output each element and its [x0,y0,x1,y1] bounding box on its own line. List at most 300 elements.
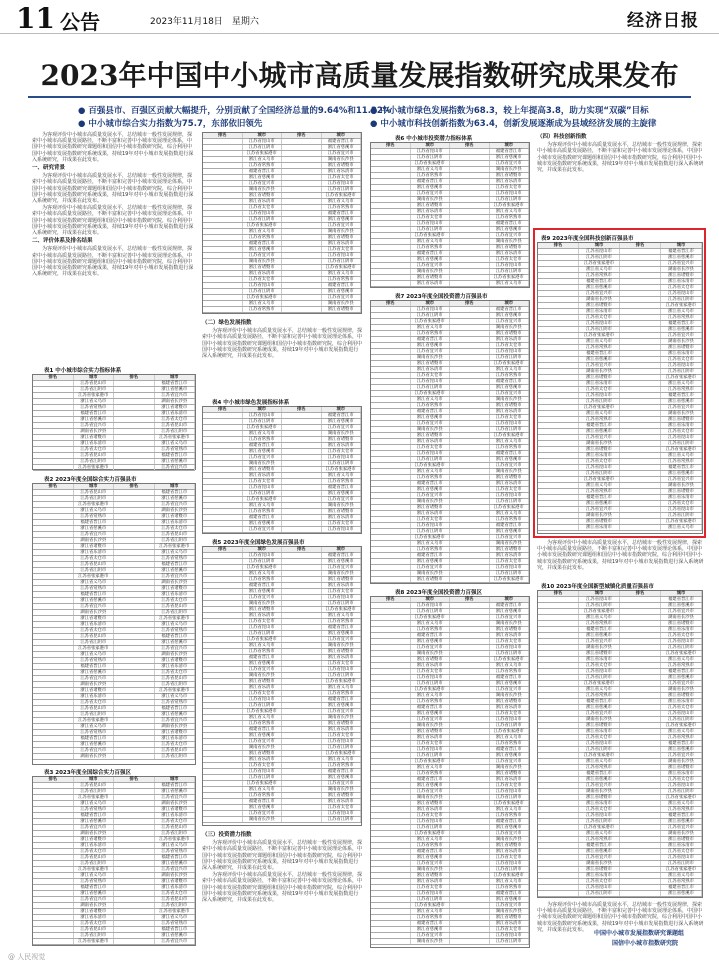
table-row: 浙江省慈溪市 江苏省太仓市 [33,670,195,676]
table-row: 江苏省太仓市 江苏省常熟市 [33,849,195,855]
table-row: 浙江省义乌市 湖南省长沙县 [538,411,702,417]
table-header-row: 排名 城市 排名 城市 [538,591,702,597]
table-row: 浙江省乐清市 浙江省义乌市 [538,381,702,387]
table-row: 江苏省太仓市 江苏省常熟市 [538,735,702,741]
table-row: 江苏省江阴市 浙江省慈溪市 [33,496,195,502]
table-row: 江苏省张家港市 江苏省宜兴市 [538,405,702,411]
table-row: 福建省晋江市 浙江省乐清市 [203,727,361,733]
table-row: 浙江省义乌市 湖南省长沙县 [33,580,195,586]
table-row: 浙江省乐清市 浙江省义乌市 [33,915,195,921]
table-row: 浙江省诸暨市 江苏省张家港市 [371,505,529,511]
table-row: 江苏省江阴市 浙江省慈溪市 [203,289,361,295]
table-row: 浙江省义乌市 湖南省长沙县 [203,229,361,235]
table-row: 浙江省慈溪市 江苏省太仓市 [371,711,529,717]
table-row: 江苏省张家港市 江苏省宜兴市 [538,753,702,759]
table-row: 江苏省太仓市 江苏省常熟市 [33,447,195,453]
table-row: 浙江省乐清市 浙江省义乌市 [538,525,702,531]
table-row: 福建省晋江市 浙江省乐清市 [33,592,195,598]
table-row: 江苏省江阴市 浙江省慈溪市 [538,891,702,897]
table-row: 江苏省常熟市 浙江省诸暨市 [371,771,529,777]
table-row: 江苏省江阴市 浙江省慈溪市 [371,825,529,831]
table-row: 江苏省昆山市 福建省晋江市 [203,625,361,631]
table-row: 江苏省昆山市 福建省晋江市 [33,562,195,568]
table-row: 浙江省乐清市 浙江省义乌市 [203,757,361,763]
table-row: 江苏省常熟市 浙江省诸暨市 [203,235,361,241]
page-headline: 2023年中国中小城市高质量发展指数研究成果发布 [40,59,679,92]
table-row: 福建省晋江市 浙江省乐清市 [203,241,361,247]
table-row: 福建省晋江市 浙江省乐清市 [538,627,702,633]
table-header-row: 排名 城市 排名 城市 [203,407,361,413]
table-row: 江苏省昆山市 福建省晋江市 [203,283,361,289]
table-row: 江苏省张家港市 江苏省宜兴市 [538,609,702,615]
table-row: 湖南省长沙县 江苏省江阴市 [33,903,195,909]
table-row: 江苏省常熟市 浙江省诸暨市 [538,837,702,843]
table-row: 江苏省昆山市 福建省晋江市 [33,783,195,789]
table-row: 浙江省义乌市 湖南省长沙县 [538,759,702,765]
table-row: 江苏省太仓市 江苏省常熟市 [33,628,195,634]
table-row: 江苏省常熟市 浙江省诸暨市 [203,649,361,655]
table-row: 江苏省江阴市 浙江省慈溪市 [538,399,702,405]
table-row: 江苏省太仓市 江苏省常熟市 [33,921,195,927]
table-row: 浙江省慈溪市 江苏省太仓市 [371,257,529,263]
table-row: 浙江省乐清市 浙江省义乌市 [371,281,529,287]
table-row: 江苏省张家港市 江苏省宜兴市 [538,681,702,687]
table-row: 湖南省长沙县 江苏省江阴市 [371,197,529,203]
table-row: 江苏省太仓市 江苏省常熟市 [33,700,195,706]
table-row: 江苏省江阴市 浙江省慈溪市 [371,227,529,233]
table-row: 浙江省义乌市 湖南省长沙县 [203,715,361,721]
table-row: 湖南省长沙县 江苏省江阴市 [538,789,702,795]
table-row: 湖南省长沙县 江苏省江阴市 [371,571,529,577]
table-row: 江苏省江阴市 浙江省慈溪市 [371,897,529,903]
summary-bullet: ● 中小城市综合实力指数为75.7，东部依旧领先 [78,117,262,129]
table-row: 浙江省乐清市 浙江省义乌市 [203,199,361,205]
table-row: 浙江省义乌市 湖南省长沙县 [203,301,361,307]
table-row: 福建省晋江市 浙江省乐清市 [371,179,529,185]
table-row: 江苏省昆山市 福建省晋江市 [538,597,702,603]
table-row: 江苏省江阴市 浙江省慈溪市 [33,387,195,393]
table-row: 江苏省宜兴市 江苏省昆山市 [371,933,529,939]
table-row: 江苏省昆山市 福建省晋江市 [33,634,195,640]
table-row: 浙江省乐清市 浙江省义乌市 [371,439,529,445]
table-row: 浙江省义乌市 湖南省长沙县 [203,157,361,163]
table-row: 江苏省太仓市 江苏省常熟市 [538,459,702,465]
table-row: 湖南省长沙县 江苏省江阴市 [538,645,702,651]
table-row: 浙江省乐清市 浙江省义乌市 [33,441,195,447]
table-row: 湖南省长沙县 江苏省江阴市 [538,369,702,375]
table-row: 浙江省慈溪市 江苏省太仓市 [538,849,702,855]
table-row: 湖南省长沙县 江苏省江阴市 [538,861,702,867]
article-body-col4: （四）科技创新指数 为客观评价中小城市高质量发展水平，总结城市一般性发展规律，探索中小城市高质量发展路径，不断丰富和完善中小城市发展理论体系，中国中小城市发展指数研究课题组和国信中小城市指数研究院，综合利用中国中小城市发展指数研究系统成果，持续19年对中小城市发展指数进行深入系统研究，并成果在此发布。 [537,134,704,174]
table-row: 江苏省宜兴市 江苏省昆山市 [203,739,361,745]
table-row: 浙江省诸暨市 江苏省张家港市 [33,435,195,441]
table-row: 浙江省诸暨市 江苏省张家港市 [33,688,195,694]
highlight-frame [533,228,706,538]
table-row: 湖南省长沙县 江苏省江阴市 [203,817,361,823]
table-row: 湖南省长沙县 江苏省江阴市 [371,723,529,729]
table-row: 江苏省江阴市 浙江省慈溪市 [538,819,702,825]
table-row: 江苏省张家港市 江苏省宜兴市 [33,867,195,873]
table-row: 江苏省江阴市 浙江省慈溪市 [371,313,529,319]
table-row: 江苏省江阴市 浙江省慈溪市 [203,703,361,709]
table-row: 江苏省常熟市 浙江省诸暨市 [371,331,529,337]
table-row: 福建省晋江市 浙江省乐清市 [538,771,702,777]
table-row: 江苏省宜兴市 江苏省昆山市 [33,532,195,538]
table-row: 江苏省昆山市 福建省晋江市 [371,747,529,753]
table-row: 福建省晋江市 浙江省乐清市 [203,443,361,449]
table-row: 福建省晋江市 浙江省乐清市 [371,777,529,783]
data-table [202,132,362,314]
table-row: 江苏省江阴市 浙江省慈溪市 [371,155,529,161]
table-row: 湖南省长沙县 江苏省江阴市 [538,297,702,303]
table-header-row: 排名 城市 排名 城市 [203,133,361,139]
table-row: 浙江省慈溪市 江苏省太仓市 [33,891,195,897]
table-row: 福建省晋江市 浙江省乐清市 [203,169,361,175]
table-row: 江苏省张家港市 江苏省宜兴市 [203,637,361,643]
table-row: 浙江省义乌市 湖南省长沙县 [538,615,702,621]
table-row: 江苏省昆山市 福建省晋江市 [371,819,529,825]
table-row: 浙江省义乌市 湖南省长沙县 [371,837,529,843]
table-row: 浙江省慈溪市 江苏省太仓市 [538,357,702,363]
table-row: 江苏省昆山市 福建省晋江市 [203,139,361,145]
table-row: 浙江省慈溪市 江苏省太仓市 [371,927,529,933]
table-row: 江苏省宜兴市 江苏省昆山市 [371,789,529,795]
table-row: 江苏省宜兴市 江苏省昆山市 [538,639,702,645]
table-row: 浙江省诸暨市 江苏省张家港市 [538,519,702,525]
article-body-col4c: 为客观评价中小城市高质量发展水平，总结城市一般性发展规律，探索中小城市高质量发展路径，不断丰富和完善中小城市发展理论体系，中国中小城市发展指数研究课题组和国信中小城市指数研究院，综合利用中国中小城市发展指数研究系统成果，持续19年对中小城市发展指数进行深入系统研究，并成果在此发布。 [537,902,704,933]
table-row: 湖南省长沙县 江苏省江阴市 [538,513,702,519]
table-row: 江苏省昆山市 福建省晋江市 [33,706,195,712]
table-row: 江苏省张家港市 江苏省宜兴市 [33,939,195,945]
table-row: 江苏省常熟市 浙江省诸暨市 [203,793,361,799]
table-row: 浙江省诸暨市 江苏省张家港市 [371,577,529,583]
table-row: 浙江省慈溪市 江苏省太仓市 [538,429,702,435]
table-row: 浙江省慈溪市 江苏省太仓市 [203,661,361,667]
table-row: 江苏省昆山市 福建省晋江市 [538,813,702,819]
table-row: 浙江省义乌市 湖南省长沙县 [203,431,361,437]
table-row: 江苏省江阴市 浙江省慈溪市 [203,217,361,223]
table-row: 浙江省乐清市 浙江省义乌市 [33,622,195,628]
table-row: 江苏省常熟市 浙江省诸暨市 [203,509,361,515]
watermark: @ 人民视觉 [8,953,46,961]
table-row: 浙江省慈溪市 江苏省太仓市 [203,247,361,253]
data-table [202,406,362,534]
table-row: 浙江省乐清市 浙江省义乌市 [538,309,702,315]
table-row: 江苏省常熟市 浙江省诸暨市 [33,405,195,411]
table-row: 湖南省长沙县 江苏省江阴市 [203,673,361,679]
table-row: 江苏省宜兴市 江苏省昆山市 [538,855,702,861]
table-row: 浙江省义乌市 湖南省长沙县 [538,831,702,837]
table-row: 湖南省长沙县 江苏省江阴市 [371,427,529,433]
table-row: 江苏省张家港市 江苏省宜兴市 [371,233,529,239]
table-row: 湖南省长沙县 江苏省江阴市 [371,939,529,945]
table-row: 江苏省江阴市 浙江省慈溪市 [203,145,361,151]
newspaper-logo: 经济日报 [627,11,699,31]
table-caption: 表3 2023年度全国综合实力百强区 [44,770,132,776]
table-row: 江苏省常熟市 浙江省诸暨市 [538,489,702,495]
table-row: 江苏省常熟市 浙江省诸暨市 [33,879,195,885]
table-row: 江苏省太仓市 江苏省常熟市 [538,315,702,321]
table-row: 江苏省宜兴市 江苏省昆山市 [203,811,361,817]
article-body-col2b: （三）投资潜力指数 为客观评价中小城市高质量发展水平，总结城市一般性发展规律，探索中小城市高质量发展路径，不断丰富和完善中小城市发展理论体系，中国中小城市发展指数研究课题组和国信中小城市指数研究院，综合利用中国中小城市发展指数研究系统成果，持续19年对中小城市发展指数进行深入系统研究，并成果在此发布。 为客观评价中小城市高质量发展水平，总结城市一般性发展规律，探索中小城市高质量发展路径，不断丰富和完善中小城市发展理论体系，中国中小城市发展指数研究课题组和国信中小城市指数研究院，综合利用中国中小城市发展指数研究系统成果，持续19年对中小城市发展指数进行深入系统研究，并成果在此发布。 [202,832,363,904]
table-row: 江苏省常熟市 浙江省诸暨市 [538,693,702,699]
table-row: 江苏省江阴市 浙江省慈溪市 [33,640,195,646]
table-row: 江苏省太仓市 江苏省常熟市 [33,556,195,562]
page-number: 11 [16,2,55,35]
table-row: 浙江省慈溪市 江苏省太仓市 [33,598,195,604]
table-row: 江苏省宜兴市 江苏省昆山市 [203,667,361,673]
table-row: 浙江省乐清市 浙江省义乌市 [371,511,529,517]
table-row: 浙江省诸暨市 江苏省张家港市 [538,867,702,873]
table-row: 江苏省宜兴市 江苏省昆山市 [371,493,529,499]
table-row: 浙江省慈溪市 江苏省太仓市 [371,415,529,421]
table-row: 江苏省江阴市 浙江省慈溪市 [33,861,195,867]
table-row: 浙江省慈溪市 江苏省太仓市 [203,521,361,527]
table-row: 浙江省慈溪市 江苏省太仓市 [538,285,702,291]
table-row: 江苏省常熟市 浙江省诸暨市 [203,721,361,727]
table-row: 福建省晋江市 浙江省乐清市 [33,813,195,819]
table-row: 湖南省长沙县 江苏省江阴市 [538,717,702,723]
table-row: 江苏省宜兴市 江苏省昆山市 [33,897,195,903]
table-row: 湖南省长沙县 江苏省江阴市 [33,831,195,837]
table-row: 浙江省乐清市 浙江省义乌市 [371,735,529,741]
table-row: 湖南省长沙县 江苏省江阴市 [371,355,529,361]
table-row: 湖南省长沙县 江苏省江阴市 [33,610,195,616]
table-row: 江苏省昆山市 福建省晋江市 [371,379,529,385]
table-row: 江苏省太仓市 江苏省常熟市 [203,205,361,211]
table-row: 江苏省张家港市 江苏省宜兴市 [538,825,702,831]
table-row: 江苏省宜兴市 江苏省昆山市 [371,717,529,723]
table-row: 福建省晋江市 浙江省乐清市 [203,583,361,589]
table-row: 浙江省乐清市 浙江省义乌市 [33,843,195,849]
table-row: 湖南省长沙县 江苏省江阴市 [203,259,361,265]
table-row: 福建省晋江市 浙江省乐清市 [203,655,361,661]
table-row: 江苏省宜兴市 江苏省昆山市 [538,363,702,369]
table-row: 江苏省昆山市 福建省晋江市 [371,603,529,609]
table-row: 江苏省昆山市 福建省晋江市 [538,885,702,891]
table-row: 浙江省义乌市 湖南省长沙县 [203,503,361,509]
table-row: 浙江省义乌市 湖南省长沙县 [33,652,195,658]
table-row: 浙江省乐清市 浙江省义乌市 [538,729,702,735]
summary-bullet: ● 百强县市、百强区贡献大幅提升，分别贡献了全国经济总量的9.64%和11.22% [78,104,391,116]
data-table [370,596,530,948]
table-row: 江苏省江阴市 浙江省慈溪市 [33,789,195,795]
table-row: 湖南省长沙县 江苏省江阴市 [33,538,195,544]
table-row: 江苏省张家港市 江苏省宜兴市 [538,261,702,267]
table-row: 福建省晋江市 浙江省乐清市 [371,553,529,559]
table-row: 江苏省张家港市 江苏省宜兴市 [203,295,361,301]
table-row: 福建省晋江市 浙江省乐清市 [538,495,702,501]
table-row: 江苏省常熟市 浙江省诸暨市 [371,173,529,179]
table-row: 江苏省张家港市 江苏省宜兴市 [371,161,529,167]
table-row: 福建省晋江市 浙江省乐清市 [371,409,529,415]
table-row: 浙江省慈溪市 江苏省太仓市 [33,819,195,825]
table-row: 江苏省常熟市 浙江省诸暨市 [371,245,529,251]
table-row: 江苏省太仓市 江苏省常熟市 [538,879,702,885]
table-caption: 表1 中小城市综合实力指标体系 [44,368,122,374]
table-caption: 表2 2023年度全国综合实力百强县市 [44,477,137,483]
table-row: 江苏省宜兴市 江苏省昆山市 [371,349,529,355]
table-row: 浙江省诸暨市 江苏省张家港市 [538,651,702,657]
table-row: 福建省晋江市 浙江省乐清市 [538,279,702,285]
table-row: 江苏省太仓市 江苏省常熟市 [371,445,529,451]
table-row: 江苏省昆山市 福建省晋江市 [538,249,702,255]
table-row: 福建省晋江市 浙江省乐清市 [371,849,529,855]
table-row: 江苏省张家港市 江苏省宜兴市 [371,463,529,469]
table-row: 浙江省诸暨市 江苏省张家港市 [371,361,529,367]
table-row: 浙江省义乌市 湖南省长沙县 [371,397,529,403]
table-header-row: 排名 城市 排名 城市 [371,597,529,603]
summary-bullet: ● 中小城市科技创新指数为63.4，创新发展逐渐成为县域经济发展的主旋律 [370,117,656,129]
table-row: 浙江省乐清市 浙江省义乌市 [203,613,361,619]
article-body-col4b: 为客观评价中小城市高质量发展水平，总结城市一般性发展规律，探索中小城市高质量发展路径，不断丰富和完善中小城市发展理论体系，中国中小城市发展指数研究课题组和国信中小城市指数研究院，综合利用中国中小城市发展指数研究系统成果，持续19年对中小城市发展指数进行深入系统研究，并成果在此发布。 [537,540,704,571]
table-row: 江苏省宜兴市 江苏省昆山市 [33,676,195,682]
table-row: 江苏省宜兴市 江苏省昆山市 [538,435,702,441]
table-row: 浙江省慈溪市 江苏省太仓市 [203,589,361,595]
table-row: 江苏省江阴市 浙江省慈溪市 [538,675,702,681]
table-row: 浙江省乐清市 浙江省义乌市 [203,473,361,479]
table-row: 湖南省长沙县 江苏省江阴市 [33,754,195,760]
table-row: 浙江省义乌市 湖南省长沙县 [371,469,529,475]
table-row: 江苏省常熟市 浙江省诸暨市 [538,345,702,351]
table-row: 江苏省宜兴市 江苏省昆山市 [538,783,702,789]
table-row: 江苏省太仓市 江苏省常熟市 [371,373,529,379]
table-row: 江苏省昆山市 福建省晋江市 [203,211,361,217]
table-row: 浙江省义乌市 湖南省长沙县 [538,483,702,489]
table-row: 江苏省张家港市 江苏省宜兴市 [371,831,529,837]
table-row: 江苏省张家港市 江苏省宜兴市 [538,477,702,483]
table-row: 浙江省慈溪市 江苏省太仓市 [538,705,702,711]
summary-bullet: ● 中小城市绿色发展指数为68.3，较上年提高3.8，助力实现“双碳”目标 [370,104,649,116]
table-row: 江苏省江阴市 浙江省慈溪市 [203,631,361,637]
table-row: 江苏省常熟市 浙江省诸暨市 [203,307,361,313]
table-row: 江苏省昆山市 福建省晋江市 [371,221,529,227]
table-row: 江苏省张家港市 江苏省宜兴市 [33,393,195,399]
table-row: 江苏省昆山市 福建省晋江市 [371,451,529,457]
table-row: 江苏省常熟市 浙江省诸暨市 [538,417,702,423]
table-row: 江苏省张家港市 江苏省宜兴市 [33,574,195,580]
table-row: 浙江省义乌市 湖南省长沙县 [371,693,529,699]
data-table [537,590,703,898]
table-row: 江苏省张家港市 江苏省宜兴市 [203,425,361,431]
table-row: 江苏省江阴市 浙江省慈溪市 [538,603,702,609]
table-row: 浙江省乐清市 浙江省义乌市 [538,873,702,879]
table-row: 江苏省张家港市 江苏省宜兴市 [371,759,529,765]
table-row: 浙江省诸暨市 江苏省张家港市 [33,616,195,622]
table-row: 浙江省慈溪市 江苏省太仓市 [203,449,361,455]
table-row: 江苏省宜兴市 江苏省昆山市 [33,604,195,610]
table-row: 江苏省江阴市 浙江省慈溪市 [538,327,702,333]
table-row: 江苏省江阴市 浙江省慈溪市 [33,568,195,574]
table-row: 江苏省太仓市 江苏省常熟市 [203,479,361,485]
table-header-row: 排名 城市 排名 城市 [33,484,195,490]
table-row: 江苏省宜兴市 江苏省昆山市 [33,825,195,831]
table-row: 江苏省昆山市 福建省晋江市 [538,393,702,399]
table-row: 江苏省江阴市 浙江省慈溪市 [203,775,361,781]
table-row: 江苏省宜兴市 江苏省昆山市 [371,565,529,571]
table-row: 江苏省宜兴市 江苏省昆山市 [371,861,529,867]
table-row: 福建省晋江市 浙江省乐清市 [33,736,195,742]
table-row: 江苏省昆山市 福建省晋江市 [203,769,361,775]
table-row: 浙江省诸暨市 江苏省张家港市 [203,751,361,757]
table-row: 浙江省诸暨市 江苏省张家港市 [538,375,702,381]
table-row: 浙江省义乌市 湖南省长沙县 [371,167,529,173]
table-row: 江苏省常熟市 浙江省诸暨市 [538,621,702,627]
table-row: 浙江省义乌市 湖南省长沙县 [371,541,529,547]
table-row: 江苏省太仓市 江苏省常熟市 [371,669,529,675]
table-row: 浙江省慈溪市 江苏省太仓市 [371,185,529,191]
table-row: 浙江省慈溪市 江苏省太仓市 [33,417,195,423]
table-row: 浙江省诸暨市 江苏省张家港市 [33,909,195,915]
data-table [370,142,530,288]
table-row: 江苏省宜兴市 江苏省昆山市 [203,253,361,259]
table-row: 江苏省江阴市 浙江省慈溪市 [371,609,529,615]
table-row: 江苏省太仓市 江苏省常熟市 [371,215,529,221]
table-row: 浙江省义乌市 湖南省长沙县 [371,909,529,915]
table-row: 江苏省张家港市 江苏省宜兴市 [371,319,529,325]
table-row: 浙江省慈溪市 江苏省太仓市 [538,777,702,783]
table-row: 江苏省宜兴市 江苏省昆山市 [371,645,529,651]
table-row: 福建省晋江市 浙江省乐清市 [203,515,361,521]
table-row: 江苏省常熟市 浙江省诸暨市 [33,514,195,520]
table-caption: 表7 2023年度全国投资潜力百强县市 [395,294,488,300]
table-row: 江苏省太仓市 江苏省常熟市 [371,813,529,819]
table-row: 江苏省张家港市 江苏省宜兴市 [203,151,361,157]
table-row: 浙江省慈溪市 江苏省太仓市 [371,783,529,789]
table-header-row: 排名 城市 排名 城市 [371,143,529,149]
issue-date: 2023年11月18日 星期六 [150,17,259,27]
table-row: 湖南省长沙县 江苏省江阴市 [203,461,361,467]
table-row: 江苏省张家港市 江苏省宜兴市 [33,465,195,471]
table-row: 江苏省江阴市 浙江省慈溪市 [538,471,702,477]
table-row: 浙江省慈溪市 江苏省太仓市 [203,175,361,181]
table-row: 江苏省江阴市 浙江省慈溪市 [203,491,361,497]
table-row: 浙江省诸暨市 江苏省张家港市 [538,303,702,309]
author-signature: 中国中小城市发展指数研究课题组 [594,930,685,937]
table-row: 湖南省长沙县 江苏省江阴市 [203,745,361,751]
table-row: 湖南省长沙县 江苏省江阴市 [203,601,361,607]
table-row: 福建省晋江市 浙江省乐清市 [203,799,361,805]
table-row: 湖南省长沙县 江苏省江阴市 [371,867,529,873]
masthead [0,0,719,34]
table-row: 湖南省长沙县 江苏省江阴市 [538,441,702,447]
table-row: 浙江省义乌市 湖南省长沙县 [538,687,702,693]
table-row: 江苏省昆山市 福建省晋江市 [371,891,529,897]
table-row: 湖南省长沙县 江苏省江阴市 [203,187,361,193]
table-row: 江苏省常熟市 浙江省诸暨市 [33,658,195,664]
table-row: 江苏省常熟市 浙江省诸暨市 [203,437,361,443]
table-row: 江苏省昆山市 福建省晋江市 [203,413,361,419]
table-row: 浙江省义乌市 湖南省长沙县 [203,571,361,577]
table-row: 浙江省慈溪市 江苏省太仓市 [371,855,529,861]
table-row: 江苏省常熟市 浙江省诸暨市 [538,273,702,279]
table-row: 福建省晋江市 浙江省乐清市 [371,251,529,257]
table-row: 浙江省诸暨市 江苏省张家港市 [33,837,195,843]
table-row: 江苏省张家港市 江苏省宜兴市 [371,535,529,541]
table-row: 江苏省江阴市 浙江省慈溪市 [371,529,529,535]
table-row: 福建省晋江市 浙江省乐清市 [33,664,195,670]
section-name: 公告 [60,10,100,34]
table-row: 浙江省乐清市 浙江省义乌市 [371,663,529,669]
table-row: 浙江省诸暨市 江苏省张家港市 [33,544,195,550]
table-row: 江苏省江阴市 浙江省慈溪市 [538,255,702,261]
table-row: 江苏省张家港市 江苏省宜兴市 [371,903,529,909]
table-row: 江苏省昆山市 福建省晋江市 [371,675,529,681]
table-row: 浙江省慈溪市 江苏省太仓市 [203,805,361,811]
table-row: 江苏省太仓市 江苏省常熟市 [371,885,529,891]
table-row: 江苏省江阴市 浙江省慈溪市 [203,419,361,425]
table-row: 江苏省昆山市 福建省晋江市 [33,381,195,387]
